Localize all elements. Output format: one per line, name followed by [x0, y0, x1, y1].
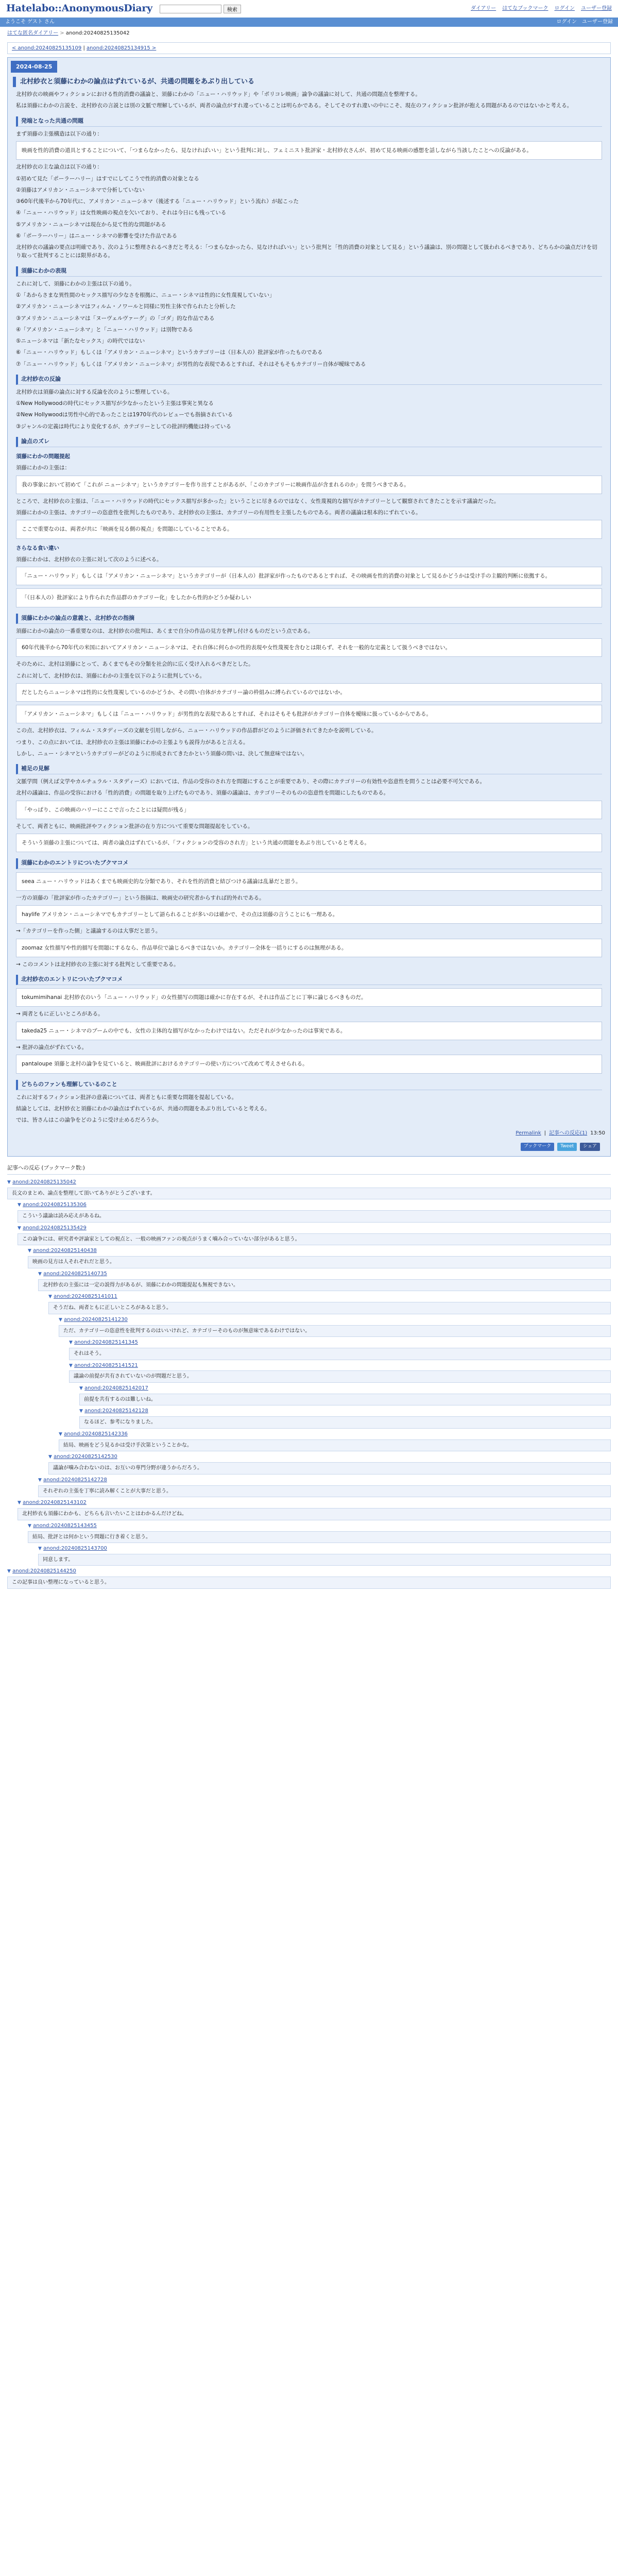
- search-input[interactable]: [160, 5, 221, 13]
- blockquote: [16, 520, 602, 538]
- quote-text: haylife アメリカン・ニューシネマでもカテゴリーとして語られることが多いのは確かで、その点は須藤の言うことにも一理ある。: [22, 911, 338, 918]
- header-link-diary[interactable]: ダイアリー: [471, 6, 496, 12]
- search-button[interactable]: 検索: [224, 5, 241, 13]
- bookmark-comment: [16, 988, 602, 1007]
- list-item: ④「ニュー・ハリウッド」は女性映画の視点を欠いており、それは今日にも残っている: [16, 210, 227, 216]
- header-link-bookmark[interactable]: はてなブックマーク: [502, 6, 548, 12]
- list-item: ③ジャンルの定義は時代により変化するが、カテゴリーとしての批評的機能は持っている: [16, 423, 232, 430]
- reply-item: [48, 1293, 611, 1314]
- section-paragraph: 文脈学問（例えば文学やカルチュラル・スタディーズ）においては、作品の受容のされ方を問題にすることが重要であり、その際にカテゴリーの有効性や恣意性を問うことは必要不可欠である。: [16, 778, 486, 785]
- reply-arrow-icon: ▼: [69, 1363, 73, 1368]
- blockquote: [16, 834, 602, 852]
- reactions-count: (ブックマーク数:): [41, 1164, 85, 1171]
- list-item: ⑥「ポーラーハリー」はニュー・シネマの影響を受けた作品である: [16, 232, 178, 239]
- section-heading: 論点のズレ: [16, 437, 602, 447]
- section-heading: どちらのファンも理解しているのこと: [16, 1080, 602, 1090]
- quote-text: 「ニュー・ハリウッド」もしくは「アメリカン・ニューシネマ」というカテゴリーが（日本人の）批評家が作ったものであるとすれば、その映画を性的消費の対象として見るかどうかは受け手の主観的判断に依拠する。: [22, 573, 551, 580]
- section-paragraph: まず須藤の主張構造は以下の通り：: [16, 130, 102, 137]
- reply-body: 北村紗衣の主張には一定の説得力があるが、須藤にわかの問題提起も無視できない。: [38, 1279, 611, 1292]
- list-item: ②須藤はアメリカン・ニューシネマで分析していない: [16, 187, 145, 193]
- reply-arrow-icon: ▼: [38, 1477, 42, 1483]
- reply-body: 北村紗衣も須藤にわかも、どちらも言いたいことはわかるんだけどね。: [18, 1508, 611, 1520]
- reply-link[interactable]: anond:20240825141521: [74, 1362, 138, 1368]
- reply-link[interactable]: anond:20240825142128: [84, 1408, 148, 1414]
- reply-body: なるほど、参考になりました。: [79, 1416, 611, 1429]
- section-paragraph: 須藤にわかの主張は、カテゴリーの恣意性を批判したものであり、北村紗衣の主張は、カテゴリーの有用性を主張したものである。両者の議論は根本的にずれている。: [16, 510, 421, 516]
- reply-arrow-icon: ▼: [48, 1294, 52, 1300]
- list-item: ①New Hollywoodの時代にセックス描写が少なかったという主張は事実と異なる: [16, 400, 214, 407]
- quote-text: 60年代後半から70年代の米国においてアメリカン・ニューシネマは、それ自体に何らかの性的表現や女性蔑視を含むとは限らず、それを一般的な定義として扱うべきではない。: [22, 644, 451, 651]
- reply-item: [7, 1567, 611, 1588]
- reply-arrow-icon: ▼: [69, 1340, 73, 1346]
- blockquote: [16, 588, 602, 607]
- top-bar: [0, 18, 618, 27]
- reply-arrow-icon: ▼: [7, 1569, 11, 1574]
- breadcrumb-home[interactable]: はてな匿名ダイアリー: [7, 30, 59, 36]
- reply-item: [18, 1224, 611, 1245]
- quote-text: 我の事象において初めて「これが ニューシネマ」というカテゴリーを作り出すことがあるが、「このカテゴリーに映画作品が含まれるのか」を問うべきである。: [22, 481, 409, 488]
- blockquote: [16, 567, 602, 585]
- list-item: ⑦「ニュー・ハリウッド」もしくは「アメリカン・ニューシネマ」が男性的な表現であるとすれば、それはそもそもカテゴリー自体が曖昧である: [16, 361, 366, 367]
- quote-text: tokumimihanai 北村紗衣のいう「ニュー・ハリウッド」の女性描写の問題は確かに存在するが、それは作品ごとに丁寧に論じるべきものだ。: [22, 994, 367, 1001]
- pager-separator: |: [83, 45, 85, 51]
- reply-item: [38, 1270, 611, 1291]
- reply-item: [28, 1522, 611, 1543]
- quote-text: zoomaz 女性描写や性的描写を問題にするなら、作品単位で論じるべきではないか。カテゴリー全体を一括りにするのは無理がある。: [22, 944, 347, 951]
- reply-link[interactable]: anond:20240825144250: [12, 1568, 76, 1574]
- section-paragraph: → 両者ともに正しいところがある。: [16, 1011, 104, 1018]
- reply-body: 長文のまとめ、論点を整理して頂いてありがとうございます。: [7, 1188, 611, 1200]
- quote-text: 「やっぱり、この映画のハリーにここで言ったことには疑問が残る」: [22, 806, 190, 813]
- reply-tree: [7, 1174, 611, 1589]
- quote-text: 映画を性的消費の道具とすることについて、「つまらなかったら、見なければいい」という批判に対し、フェミニスト批評家・北村紗衣さんが、初めて見る映画の感想を話しながら当該したことへの反論がある。: [22, 147, 532, 154]
- reply-link[interactable]: anond:20240825135306: [23, 1202, 87, 1208]
- list-item: ②アメリカン・ニューシネマはフィルム・ノワールと同様に男性主体で作られたと分析した: [16, 303, 236, 310]
- list-item: ⑤アメリカン・ニューシネマは現在から見て性的な問題がある: [16, 221, 166, 228]
- bookmark-comment: [16, 1022, 602, 1040]
- breadcrumb: [0, 27, 618, 40]
- reply-body: 同意します。: [38, 1554, 611, 1566]
- list-item: ⑤ニューシネマは「新たなセックス」の時代ではない: [16, 338, 145, 345]
- site-logo[interactable]: Hatelabo::AnonymousDiary: [6, 3, 152, 14]
- reactions-link[interactable]: 記事への反応(1): [549, 1130, 588, 1137]
- reply-body: 議論が噛み合わないのは、お互いの専門分野が違うからだろう。: [48, 1462, 611, 1475]
- reply-body: 前提を共有するのは難しいね。: [79, 1394, 611, 1406]
- section-paragraph: →「カテゴリーを作った側」と議論するのは大事だと思う。: [16, 928, 161, 935]
- reply-item: [48, 1453, 611, 1474]
- reply-body: 議論の前提が共有されていないのが問題だと思う。: [69, 1370, 611, 1383]
- reply-arrow-icon: ▼: [59, 1317, 62, 1323]
- bookmark-comment: [16, 872, 602, 891]
- share-buttons: [13, 1143, 605, 1151]
- list-item: ①初めて見た「ポーラーハリー」はすでにしてこうで性的消費の対象となる: [16, 175, 199, 182]
- section-paragraph: 須藤にわかは、北村紗衣の主張に対して次のように述べる。: [16, 556, 162, 563]
- reply-link[interactable]: anond:20240825142017: [84, 1385, 148, 1391]
- section-paragraph: 北村紗衣の主な論点は以下の通り：: [16, 164, 102, 171]
- section-paragraph: つまり、この点においては、北村紗衣の主張は須藤にわかの主張よりも説得力があると言える。: [16, 739, 249, 745]
- subsection-heading: さらなる食い違い: [16, 545, 59, 551]
- quote-text: だとしたらニューシネマは性的に女性蔑視しているのかどうか、その問い自体がカテゴリー論の枠組みに縛られているのではないか。: [22, 689, 346, 696]
- section-heading: 発端となった共通の問題: [16, 116, 602, 127]
- post-footer: [13, 1129, 605, 1138]
- breadcrumb-separator: >: [60, 30, 66, 36]
- reply-arrow-icon: ▼: [18, 1225, 21, 1231]
- section-paragraph: 須藤にわかの主張は：: [16, 465, 70, 471]
- header-link-register[interactable]: ユーザー登録: [581, 6, 612, 12]
- reply-body: 映画の見方は人それぞれだと思う。: [28, 1256, 611, 1268]
- permalink-link[interactable]: Permalink: [516, 1130, 541, 1137]
- header-link-login[interactable]: ログイン: [554, 6, 575, 12]
- reply-item: [69, 1362, 611, 1383]
- quote-text: 「（日本人の）批評家により作られた作品群のカテゴリー化」をしたから性的かどうか疑わしい: [22, 595, 251, 601]
- bookmark-button[interactable]: ブックマーク: [521, 1143, 554, 1151]
- section-paragraph: ところで、北村紗衣の主張は、「ニュー・ハリウッドの時代にセックス描写が多かった」ということに尽きるのではなく、女性蔑視的な描写がカテゴリーとして観察されてきたことを示す議論だった。: [16, 498, 500, 504]
- section-heading: 北村紗衣の反論: [16, 375, 602, 385]
- reply-link[interactable]: anond:20240825143455: [33, 1522, 97, 1529]
- reply-arrow-icon: ▼: [48, 1454, 52, 1460]
- pager-prev-link[interactable]: < anond:20240825135109: [12, 45, 82, 51]
- blockquote: [16, 705, 602, 723]
- reply-link[interactable]: anond:20240825143700: [43, 1546, 107, 1552]
- reply-link[interactable]: anond:20240825142728: [43, 1477, 107, 1483]
- reply-link[interactable]: anond:20240825141230: [64, 1316, 128, 1323]
- section-paragraph: → 批評の論点がずれている。: [16, 1044, 88, 1050]
- reply-body: 結局、批評とは何かという問題に行き着くと思う。: [28, 1531, 611, 1544]
- reply-item: [69, 1338, 611, 1360]
- section-heading: 須藤にわかの表現: [16, 266, 602, 277]
- reactions-title: 記事への反応: [7, 1164, 40, 1171]
- reply-link[interactable]: anond:20240825142530: [54, 1454, 117, 1460]
- section-paragraph: しかし、ニュー・シネマというカテゴリーがどのように形成されてきたかという須藤の問いは、決して無意味ではない。: [16, 750, 308, 757]
- bookmark-comment: [16, 905, 602, 924]
- list-item: ⑥「ニュー・ハリウッド」もしくは「アメリカン・ニューシネマ」というカテゴリーは（日本人の）批評家が作ったものである: [16, 349, 323, 356]
- reply-item: [38, 1476, 611, 1497]
- topbar-login-link[interactable]: ログイン: [556, 19, 577, 25]
- blockquote: [16, 141, 602, 160]
- post-time: 13:50: [590, 1130, 605, 1137]
- header-links: [471, 5, 612, 13]
- reply-arrow-icon: ▼: [38, 1271, 42, 1277]
- reply-arrow-icon: ▼: [38, 1546, 42, 1552]
- section-paragraph: これに対して、須藤にわかの主張は以下の通り。: [16, 280, 135, 287]
- quote-text: seea ニュー・ハリウッドはあくまでも映画史的な分類であり、それを性的消費と結びつける議論は乱暴だと思う。: [22, 878, 301, 885]
- reply-body: ただ、カテゴリーの恣意性を批判するのはいいけれど、カテゴリーそのものが無意味であるわけではない。: [59, 1325, 611, 1337]
- pager-next-link[interactable]: anond:20240825134915 >: [87, 45, 157, 51]
- reply-item: [28, 1247, 611, 1268]
- quote-text: pantaloupe 須藤と北村の論争を見ていると、映画批評におけるカテゴリーの使い方について改めて考えさせられる。: [22, 1061, 308, 1067]
- topbar-register-link[interactable]: ユーザー登録: [582, 19, 613, 25]
- reply-arrow-icon: ▼: [28, 1248, 31, 1254]
- reply-arrow-icon: ▼: [79, 1409, 83, 1414]
- section-paragraph: 北村の議論は、作品の受容における「性的消費」の問題を取り上げたものであり、須藤の議論は、カテゴリーそのものの恣意性を問題にしたものである。: [16, 790, 389, 796]
- reply-item: [59, 1316, 611, 1337]
- list-item: ④「アメリカン・ニューシネマ」と「ニュー・ハリウッド」は別物である: [16, 326, 193, 333]
- reply-link[interactable]: anond:20240825143102: [23, 1500, 87, 1506]
- reply-item: [18, 1201, 611, 1222]
- reply-item: [59, 1430, 611, 1451]
- section-paragraph: 須藤にわかの論点の一番重要なのは、北村紗衣の批判は、あくまで自分の作品の見方を押し付けるものだという点である。: [16, 628, 314, 634]
- blockquote: [16, 476, 602, 494]
- quote-text: そういう須藤の主張については、両者の論点はずれているが、「フィクションの受容のされ方」という共通の問題をあぶり出していると考える。: [22, 840, 370, 846]
- reply-arrow-icon: ▼: [7, 1180, 11, 1185]
- footer-separator: |: [544, 1130, 546, 1137]
- reply-arrow-icon: ▼: [79, 1385, 83, 1391]
- reply-arrow-icon: ▼: [18, 1202, 21, 1208]
- section-paragraph: 北村紗衣は須藤の論点に対する反論を次のように整理している。: [16, 388, 173, 395]
- post-date: 2024-08-25: [11, 61, 57, 73]
- search-form: [160, 5, 241, 13]
- post-body: [13, 90, 605, 1124]
- reply-link[interactable]: anond:20240825140735: [43, 1270, 107, 1277]
- reply-link[interactable]: anond:20240825140438: [33, 1248, 97, 1254]
- reply-link[interactable]: anond:20240825141011: [54, 1294, 117, 1300]
- tweet-button[interactable]: Tweet: [557, 1143, 577, 1151]
- blockquote: [16, 801, 602, 819]
- share-button[interactable]: シェア: [580, 1143, 600, 1151]
- welcome-text: ようこそ ゲスト さん: [5, 19, 55, 25]
- list-item: ②New Hollywoodは男性中心的であったことは1970年代のレビューでも指摘されている: [16, 412, 233, 418]
- section-paragraph: これに対するフィクション批評の意義については、両者ともに重要な問題を提起している。: [16, 1094, 237, 1100]
- section-paragraph: 一方の須藤の「批評家が作ったカテゴリー」という指摘は、映画史の研究者からすれば的外れである。: [16, 894, 265, 901]
- reply-link[interactable]: anond:20240825141345: [74, 1340, 138, 1346]
- reply-link[interactable]: anond:20240825142336: [64, 1431, 128, 1437]
- section-paragraph: 北村紗衣の議論の要点は明確であり、次のように整理されるべきだと考える：「つまらなかったら、見なければいい」という批判と「性的消費の対象として見る」という議論は、別の問題として扱われるべきであり、どちらかの論点だけを切り取って批判することには限界がある。: [16, 244, 597, 259]
- entry-pager: [7, 42, 611, 55]
- section-paragraph: 結論としては、北村紗衣と須藤にわかの論点はずれているが、共通の問題をあぶり出していると考える。: [16, 1105, 270, 1112]
- reply-body: この記事は良い整理になっていると思う。: [7, 1577, 611, 1589]
- bookmark-comment: [16, 1055, 602, 1073]
- quote-text: ここで重要なのは、両者が共に「映画を見る側の視点」を問題にしていることである。: [22, 526, 233, 533]
- reply-body: それはそう。: [69, 1348, 611, 1360]
- section-paragraph: では、皆さんはこの論争をどのように受け止めるだろうか。: [16, 1117, 162, 1124]
- reply-item: [38, 1545, 611, 1566]
- reply-body: それぞれの主張を丁寧に読み解くことが大事だと思う。: [38, 1485, 611, 1498]
- intro-paragraph: 北村紗衣の映画やフィクションにおける性的消費の議論と、須藤にわかの「ニュー・ハリウッド」や「ポリコレ映画」論争の議論に対して、共通の問題点を整理する。: [16, 91, 421, 98]
- blockquote: [16, 638, 602, 657]
- subsection-heading: 須藤にわかの問題提起: [16, 453, 70, 460]
- blockquote: [16, 683, 602, 702]
- reply-link[interactable]: anond:20240825135042: [12, 1179, 76, 1185]
- list-item: ③アメリカン・ニューシネマは「ヌーヴェルヴァーグ」の「ゴダ」的な作品である: [16, 315, 215, 321]
- intro-paragraph: 私は須藤にわかの言説を、北村紗衣の言説とは別の文脈で理解しているが、両者の論点がすれ違っていることは明らかである。そしてそのすれ違いの中にこそ、現在のフィクション批評が抱える問題があるのではないかと考える。: [16, 103, 573, 109]
- section-paragraph: これに対して、北村紗衣は、須藤にわかの主張を以下のように批判している。: [16, 672, 205, 679]
- reply-body: そうだね、両者ともに正しいところがあると思う。: [48, 1302, 611, 1314]
- reactions-heading: [7, 1164, 611, 1172]
- section-paragraph: → このコメントは北村紗衣の主張に対する批判として重要である。: [16, 961, 179, 968]
- section-paragraph: この点、北村紗衣は、フィルム・スタディーズの文献を引用しながら、ニュー・ハリウッドの作品群がどのように評価されてきたかを説明している。: [16, 727, 377, 734]
- reply-arrow-icon: ▼: [28, 1523, 31, 1529]
- reply-item: [79, 1407, 611, 1428]
- bookmark-comment: [16, 939, 602, 957]
- reply-arrow-icon: ▼: [59, 1431, 62, 1437]
- post-container: [7, 57, 611, 1157]
- list-item: ①「あからさまな異性間のセックス描写の少なさを根拠に、ニュー・シネマは性的に女性蔑視していない」: [16, 292, 275, 298]
- reply-item: [79, 1384, 611, 1405]
- section-paragraph: そして、両者ともに、映画批評やフィクション批評の在り方について重要な問題提起をしている。: [16, 823, 253, 829]
- breadcrumb-current: anond:20240825135042: [65, 30, 130, 36]
- reply-body: この論争には、研究者や評論家としての視点と、一般の映画ファンの視点がうまく噛み合っていない部分があると思う。: [18, 1233, 611, 1246]
- section-heading: 須藤にわかのエントリについたブクマコメ: [16, 858, 602, 869]
- section-heading: 北村紗衣のエントリについたブクマコメ: [16, 975, 602, 985]
- reply-body: 結局、映画をどう見るかは受け手次第ということかな。: [59, 1439, 611, 1452]
- reply-item: [7, 1178, 611, 1199]
- list-item: ③60年代後半から70年代に、アメリカン・ニューシネマ（後述する「ニュー・ハリウッド」という流れ）が起こった: [16, 198, 299, 205]
- reply-arrow-icon: ▼: [18, 1500, 21, 1506]
- section-paragraph: そのために、北村は須藤にとって、あくまでもその分類を社会的に広く受け入れるべきだとした。: [16, 661, 254, 668]
- quote-text: takeda25 ニュー・シネマのブームの中でも、女性の主体的な描写がなかったわけではない。ただそれが少なかったのは事実である。: [22, 1027, 346, 1034]
- site-header: [0, 0, 618, 18]
- section-heading: 須藤にわかの論点の意義と、北村紗衣の指摘: [16, 614, 602, 624]
- post-title[interactable]: 北村紗衣と須藤にわかの論点はずれているが、共通の問題をあぶり出している: [13, 77, 605, 87]
- quote-text: 「アメリカン・ニューシネマ」もしくは「ニュー・ハリウッド」が男性的な表現であるとすれば、それはそもそも批評がカテゴリー自体を曖昧に扱っているからである。: [22, 711, 432, 718]
- reply-link[interactable]: anond:20240825135429: [23, 1225, 87, 1231]
- reply-body: こういう議論は読み応えがあるね。: [18, 1210, 611, 1223]
- reply-item: [18, 1499, 611, 1520]
- section-heading: 補足の見解: [16, 764, 602, 774]
